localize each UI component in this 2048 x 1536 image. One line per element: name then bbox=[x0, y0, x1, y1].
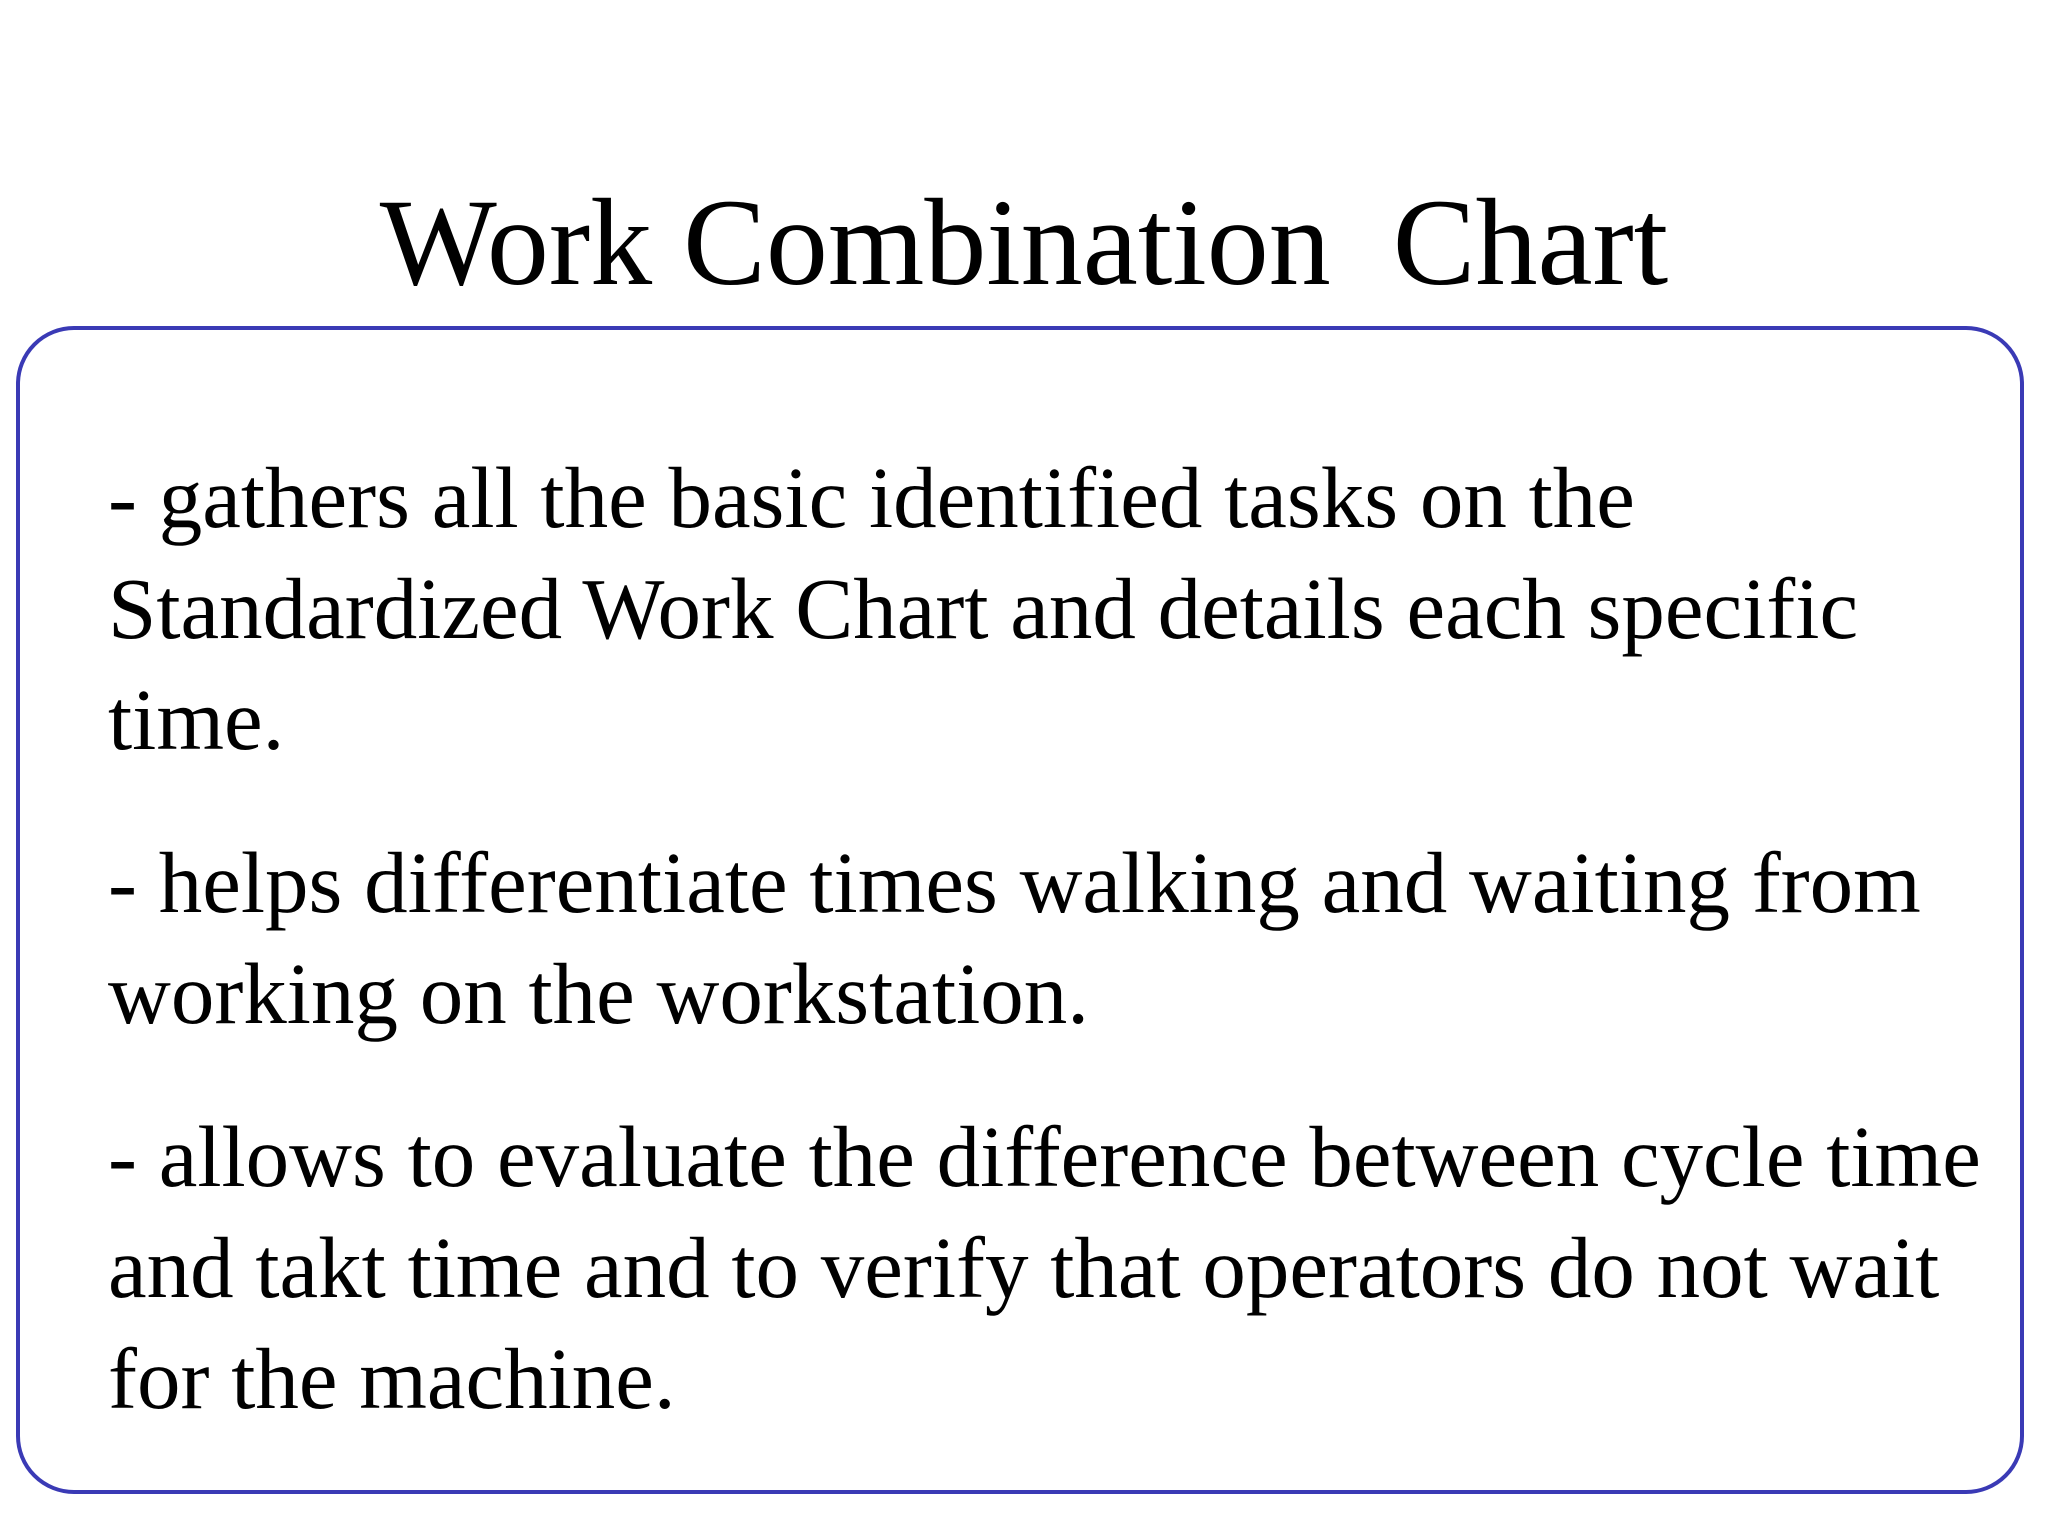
bullet-item-1: - gathers all the basic identified tasks on the Standardized Work Chart and details each specific time. bbox=[108, 449, 1859, 768]
bullet-item-2: - helps differentiate times walking and waiting from working on the workstation. bbox=[108, 834, 1921, 1042]
slide-title: Work Combination Chart bbox=[379, 174, 1669, 311]
bullet-item-3: - allows to evaluate the difference between cycle time and takt time and to verify that operators do not wait for the machine. bbox=[108, 1108, 1981, 1427]
bullet-list bbox=[108, 442, 1988, 1486]
